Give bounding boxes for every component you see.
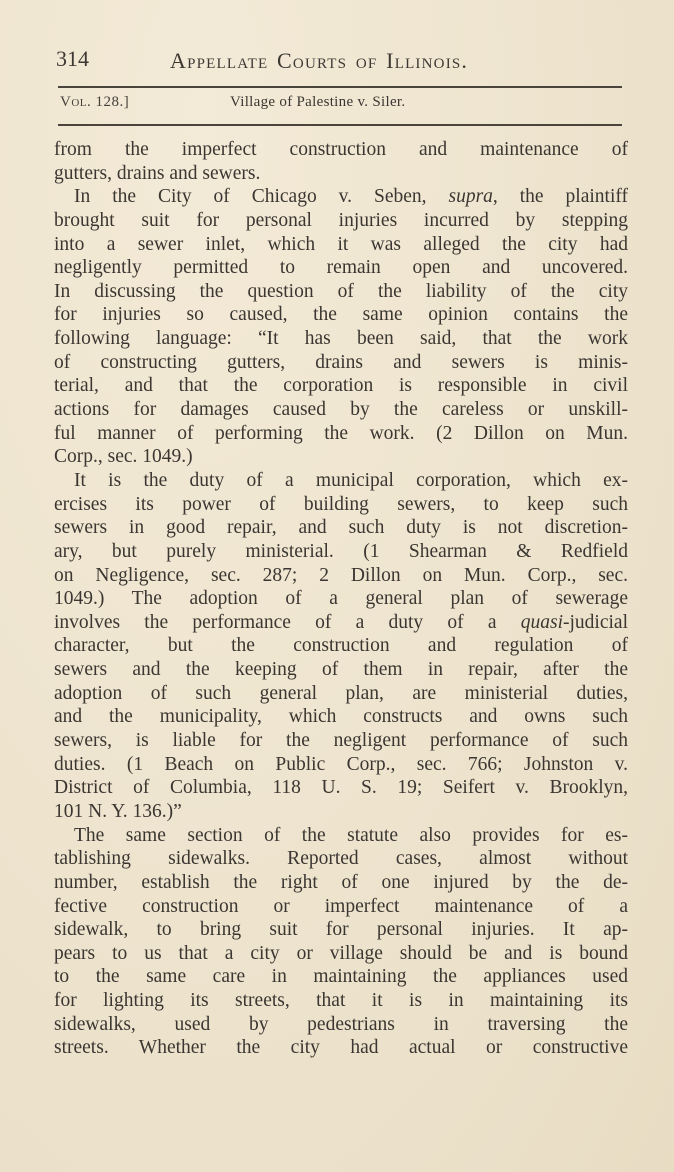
italic-term: supra (448, 186, 493, 208)
text-line: pears to us that a city or village should be and is bound (54, 942, 628, 964)
volume-label: Vol. 128.] (60, 94, 130, 110)
text-line: character, but the construction and regulation of (54, 635, 628, 657)
text-segment: -judicial (563, 611, 628, 633)
text-line: following language: “It has been said, that the work (54, 328, 628, 350)
text-line: 101 N. Y. 136.)” (54, 800, 182, 822)
text-line: duties. (1 Beach on Public Corp., sec. 766; Johnston v. (54, 753, 628, 775)
text-line (54, 185, 628, 209)
text-line: into a sewer inlet, which it was alleged the city had (54, 233, 628, 255)
text-line: brought suit for personal injuries incurred by stepping (54, 209, 628, 231)
text-line: terial, and that the corporation is responsible in civil (54, 375, 628, 397)
text-line: on Negligence, sec. 287; 2 Dillon on Mun. Corp., sec. (54, 564, 628, 586)
text-line: actions for damages caused by the careless or unskill- (54, 399, 628, 421)
text-line: tablishing sidewalks. Reported cases, almost without (54, 848, 628, 870)
text-line: gutters, drains and sewers. (54, 162, 261, 184)
text-line: District of Columbia, 118 U. S. 19; Seifert v. Brooklyn, (54, 777, 628, 799)
text-line: In discussing the question of the liability of the city (54, 280, 628, 302)
text-line: sewers and the keeping of them in repair, after the (54, 659, 628, 681)
italic-term: quasi (520, 611, 564, 633)
text-line: streets. Whether the city had actual or constructive (54, 1037, 628, 1059)
text-line: for injuries so caused, the same opinion contains the (54, 304, 628, 326)
text-line: It is the duty of a municipal corporation, which ex- (74, 469, 628, 491)
text-segment: , the plaintiff (492, 186, 628, 208)
text-line: of constructing gutters, drains and sewers is minis- (54, 351, 628, 373)
text-segment: In the City of Chicago v. Seben, (74, 186, 449, 208)
text-line: fective construction or imperfect maintenance of a (54, 895, 628, 917)
text-line: and the municipality, which constructs and owns such (54, 706, 628, 728)
text-segment: involves the performance of a duty of a (54, 611, 521, 633)
text-line: for lighting its streets, that it is in maintaining its (54, 990, 628, 1012)
text-line: adoption of such general plan, are ministerial duties, (54, 682, 628, 704)
case-header (58, 92, 622, 118)
text-line: negligently permitted to remain open and uncovered. (54, 257, 628, 279)
book-title: Appellate Courts of Illinois. (170, 48, 469, 73)
text-line: to the same care in maintaining the appliances used (54, 966, 628, 988)
text-line: sewers in good repair, and such duty is not discretion- (54, 517, 628, 539)
header-rule-bottom (58, 124, 622, 126)
text-line: ercises its power of building sewers, to keep such (54, 493, 628, 515)
text-line: ary, but purely ministerial. (1 Shearman & Redfield (54, 540, 628, 562)
text-line: from the imperfect construction and maintenance of (54, 139, 628, 160)
text-line: sidewalks, used by pedestrians in traversing the (54, 1013, 628, 1035)
text-line: number, establish the right of one injured by the de- (54, 871, 628, 893)
body-text (54, 138, 628, 1060)
running-head (56, 44, 626, 84)
case-title: Village of Palestine v. Siler. (230, 94, 406, 110)
text-line: 1049.) The adoption of a general plan of sewerage (54, 588, 628, 610)
text-line: sidewalk, to bring suit for personal injuries. It ap- (54, 919, 628, 941)
page-number: 314 (56, 46, 89, 71)
text-line: Corp., sec. 1049.) (54, 446, 193, 468)
text-line: sewers, is liable for the negligent performance of such (54, 730, 628, 752)
text-line: ful manner of performing the work. (2 Dillon on Mun. (54, 422, 628, 444)
header-rule-top (58, 86, 622, 88)
text-line: The same section of the statute also provides for es- (74, 824, 628, 846)
text-line (54, 611, 628, 635)
